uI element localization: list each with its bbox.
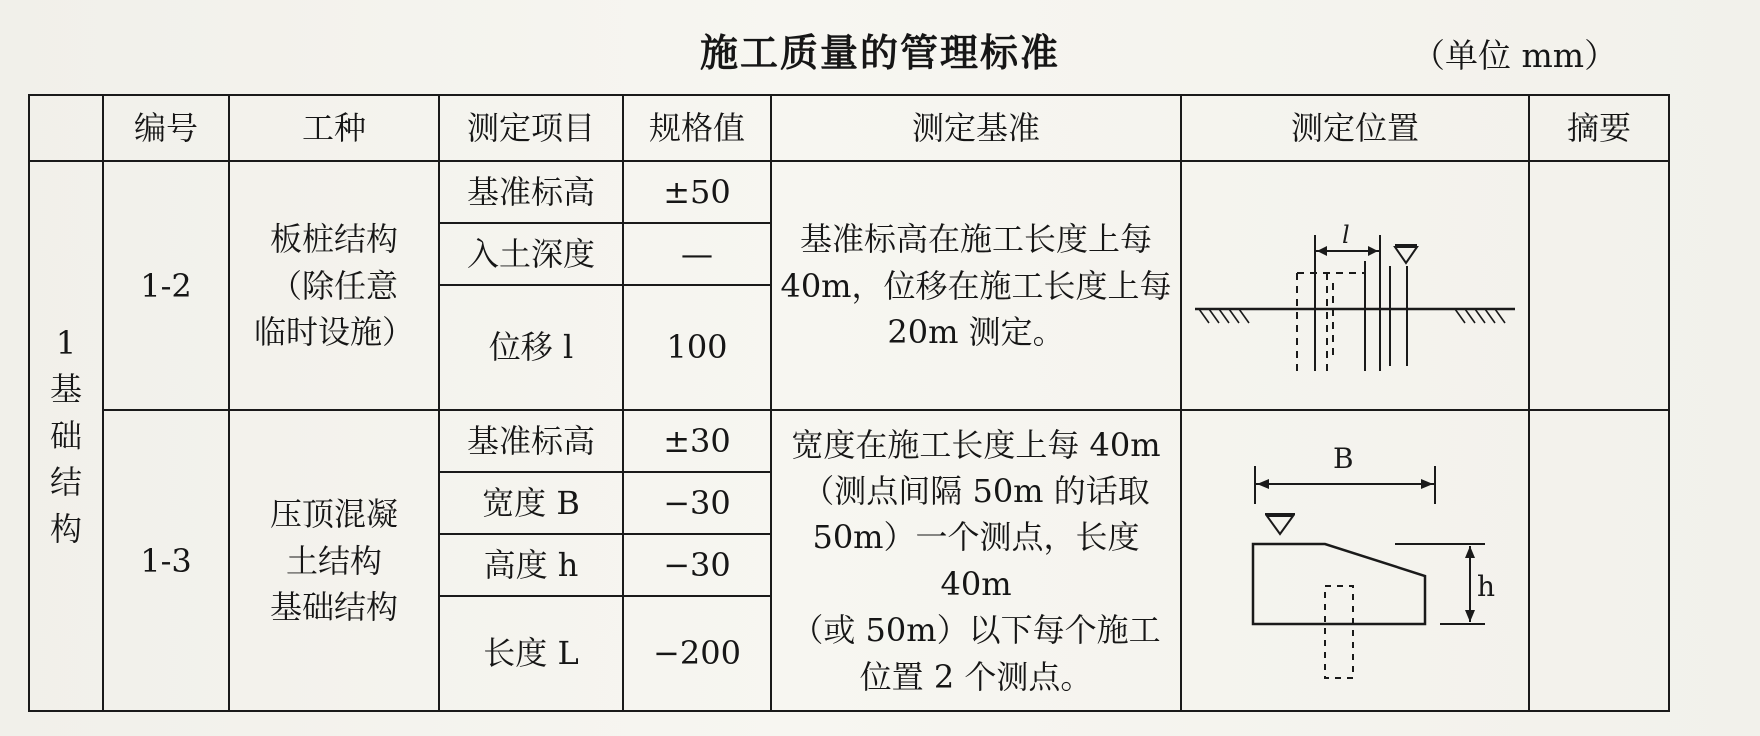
item-name: 长度 L	[439, 596, 623, 711]
header-code: 编号	[103, 95, 229, 161]
table-row	[29, 410, 1669, 472]
quality-standard-table	[28, 94, 1670, 712]
position-diagram-cell	[1181, 161, 1529, 410]
item-value: −200	[623, 596, 771, 711]
diagram-label-B: B	[1333, 441, 1354, 475]
category-char: 构	[49, 509, 82, 548]
item-value: −30	[623, 534, 771, 596]
item-name: 位移 l	[439, 285, 623, 411]
row-criteria: 基准标高在施工长度上每 40m，位移在施工长度上每 20m 测定。	[771, 161, 1181, 410]
diagram-label-l: l	[1342, 220, 1350, 249]
item-name: 基准标高	[439, 161, 623, 223]
unit-note: （单位 mm）	[1412, 36, 1618, 75]
table-row	[29, 161, 1669, 223]
header-item: 测定项目	[439, 95, 623, 161]
item-value: 100	[623, 285, 771, 411]
item-name: 宽度 B	[439, 472, 623, 534]
category-cell	[29, 161, 103, 711]
row-remarks	[1529, 410, 1669, 711]
category-number: 1	[55, 324, 77, 363]
item-name: 高度 h	[439, 534, 623, 596]
position-diagram-cell	[1181, 410, 1529, 711]
item-name: 入土深度	[439, 223, 623, 285]
row-code: 1-3	[103, 410, 229, 711]
header-spec: 规格值	[623, 95, 771, 161]
row-code: 1-2	[103, 161, 229, 410]
header-work-type: 工种	[229, 95, 439, 161]
sheet-pile-diagram	[1185, 191, 1525, 381]
row-work-type: 压顶混凝 土结构 基础结构	[229, 410, 439, 711]
row-criteria: 宽度在施工长度上每 40m （测点间隔 50m 的话取 50m）一个测点，长度 40m （或 50m）以下每个施工 位置 2 个测点。	[771, 410, 1181, 711]
item-value: —	[623, 223, 771, 285]
diagram-label-h: h	[1477, 569, 1496, 603]
header-row	[29, 95, 1669, 161]
row-work-type: 板桩结构 （除任意 临时设施）	[229, 161, 439, 410]
header-remarks: 摘要	[1529, 95, 1669, 161]
document-title: 施工质量的管理标准	[700, 31, 1061, 75]
header-blank-cell	[29, 95, 103, 161]
row-remarks	[1529, 161, 1669, 410]
item-value: ±50	[623, 161, 771, 223]
category-char: 础	[49, 416, 82, 455]
item-value: −30	[623, 472, 771, 534]
item-name: 基准标高	[439, 410, 623, 472]
concrete-cap-diagram	[1185, 436, 1525, 686]
item-value: ±30	[623, 410, 771, 472]
category-char: 基	[49, 370, 82, 409]
header-position: 测定位置	[1181, 95, 1529, 161]
header-criteria: 测定基准	[771, 95, 1181, 161]
category-char: 结	[49, 463, 82, 502]
